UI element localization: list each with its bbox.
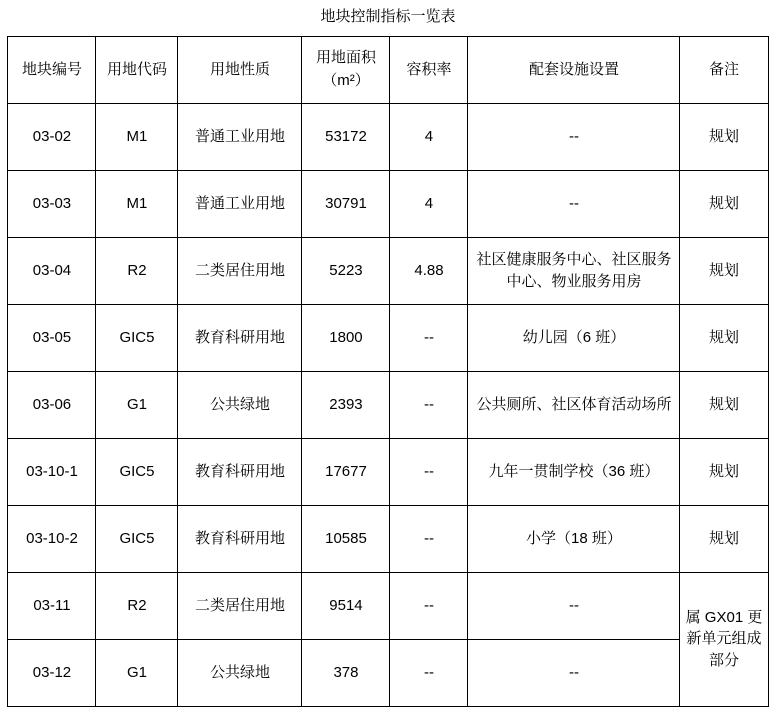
cell-facilities: --	[468, 639, 680, 706]
cell-land-area: 378	[302, 639, 390, 706]
cell-land-area: 53172	[302, 103, 390, 170]
column-header-land-area-unit: （m²）	[322, 71, 370, 89]
cell-far: --	[390, 572, 468, 639]
table-row	[8, 438, 768, 505]
cell-plot-code: 03-11	[8, 572, 96, 639]
cell-land-area: 10585	[302, 505, 390, 572]
cell-far: 4.88	[390, 237, 468, 304]
cell-facilities: 公共厕所、社区体育活动场所	[468, 371, 680, 438]
column-header-far: 容积率	[390, 36, 468, 103]
cell-land-nature: 二类居住用地	[178, 237, 302, 304]
cell-plot-code: 03-10-2	[8, 505, 96, 572]
table-row	[8, 639, 768, 706]
cell-land-area: 1800	[302, 304, 390, 371]
cell-plot-code: 03-06	[8, 371, 96, 438]
cell-plot-code: 03-10-1	[8, 438, 96, 505]
cell-far: 4	[390, 103, 468, 170]
column-header-land-area-text: 用地面积	[315, 49, 376, 67]
cell-plot-code: 03-12	[8, 639, 96, 706]
cell-far: 4	[390, 170, 468, 237]
column-header-plot-code: 地块编号	[8, 36, 96, 103]
cell-land-code: R2	[96, 237, 178, 304]
cell-land-nature: 教育科研用地	[178, 505, 302, 572]
cell-land-nature: 普通工业用地	[178, 170, 302, 237]
cell-plot-code: 03-04	[8, 237, 96, 304]
cell-land-area: 17677	[302, 438, 390, 505]
column-header-land-code: 用地代码	[96, 36, 178, 103]
cell-land-nature: 普通工业用地	[178, 103, 302, 170]
table-row	[8, 170, 768, 237]
cell-facilities: 幼儿园（6 班）	[468, 304, 680, 371]
cell-note: 规划	[680, 438, 768, 505]
cell-plot-code: 03-02	[8, 103, 96, 170]
cell-land-nature: 公共绿地	[178, 371, 302, 438]
cell-land-nature: 二类居住用地	[178, 572, 302, 639]
cell-note: 规划	[680, 304, 768, 371]
cell-facilities: 社区健康服务中心、社区服务中心、物业服务用房	[468, 237, 680, 304]
cell-land-code: R2	[96, 572, 178, 639]
cell-facilities: --	[468, 572, 680, 639]
land-control-index-table	[7, 0, 768, 707]
table-row	[8, 237, 768, 304]
cell-land-nature: 教育科研用地	[178, 304, 302, 371]
table-row	[8, 371, 768, 438]
column-header-facilities: 配套设施设置	[468, 36, 680, 103]
cell-land-code: GIC5	[96, 304, 178, 371]
cell-far: --	[390, 505, 468, 572]
table-row	[8, 572, 768, 639]
cell-facilities: --	[468, 170, 680, 237]
cell-land-code: GIC5	[96, 438, 178, 505]
cell-plot-code: 03-05	[8, 304, 96, 371]
cell-land-code: M1	[96, 170, 178, 237]
cell-land-nature: 公共绿地	[178, 639, 302, 706]
cell-note: 规划	[680, 170, 768, 237]
cell-facilities: 九年一贯制学校（36 班）	[468, 438, 680, 505]
cell-note: 规划	[680, 237, 768, 304]
cell-far: --	[390, 639, 468, 706]
cell-land-code: G1	[96, 371, 178, 438]
column-header-note: 备注	[680, 36, 768, 103]
cell-far: --	[390, 304, 468, 371]
table-header-row	[8, 36, 768, 103]
cell-note-merged: 属 GX01 更新单元组成部分	[680, 572, 768, 706]
cell-far: --	[390, 371, 468, 438]
table-row	[8, 103, 768, 170]
cell-land-area: 9514	[302, 572, 390, 639]
cell-facilities: 小学（18 班）	[468, 505, 680, 572]
cell-note: 规划	[680, 505, 768, 572]
cell-land-area: 2393	[302, 371, 390, 438]
cell-land-code: G1	[96, 639, 178, 706]
cell-land-nature: 教育科研用地	[178, 438, 302, 505]
cell-far: --	[390, 438, 468, 505]
cell-land-area: 5223	[302, 237, 390, 304]
cell-note: 规划	[680, 371, 768, 438]
column-header-land-nature: 用地性质	[178, 36, 302, 103]
cell-facilities: --	[468, 103, 680, 170]
cell-land-code: GIC5	[96, 505, 178, 572]
column-header-land-area	[302, 36, 390, 103]
cell-plot-code: 03-03	[8, 170, 96, 237]
cell-note: 规划	[680, 103, 768, 170]
table-row	[8, 505, 768, 572]
cell-land-code: M1	[96, 103, 178, 170]
page-title: 地块控制指标一览表	[320, 8, 456, 25]
cell-land-area: 30791	[302, 170, 390, 237]
table-row	[8, 304, 768, 371]
table-title-row	[8, 0, 768, 36]
